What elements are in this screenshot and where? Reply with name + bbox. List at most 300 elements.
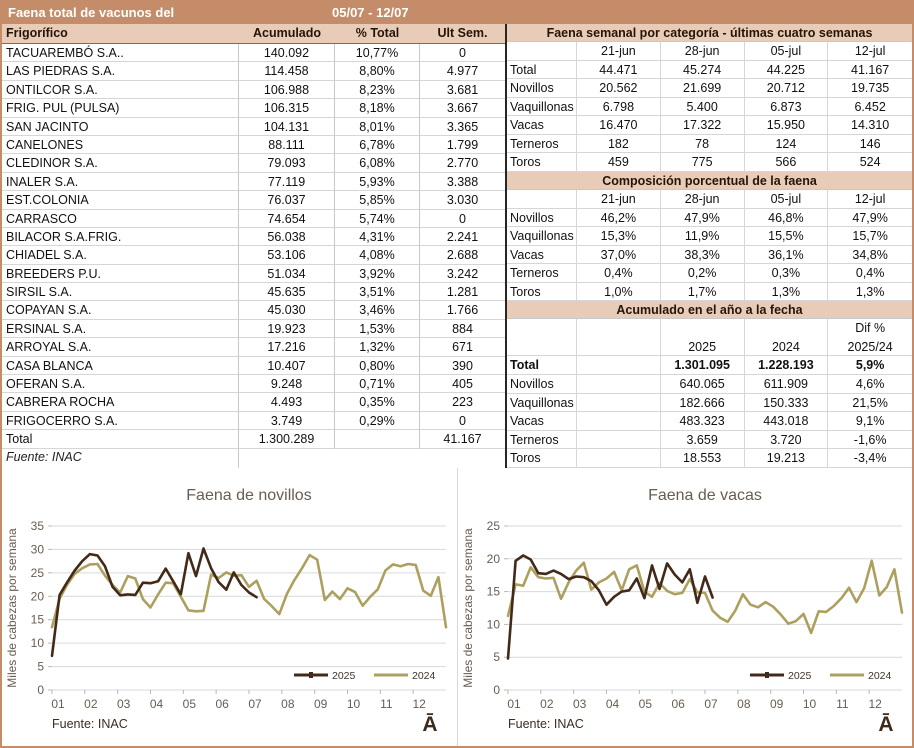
x-tick-label: 12 [412, 697, 426, 711]
table-row [2, 99, 505, 117]
table-row [507, 190, 912, 209]
table-row [2, 320, 505, 338]
table-row [2, 44, 505, 62]
table-cell[interactable]: 4,6% [828, 375, 912, 394]
x-tick-label: 12 [868, 697, 882, 711]
table-cell[interactable]: 5,74% [335, 210, 420, 228]
table-row [2, 191, 505, 209]
table-cell[interactable]: 443.018 [745, 412, 829, 431]
table-cell[interactable]: 0,2% [661, 264, 745, 283]
table-row [507, 61, 912, 80]
table-cell[interactable]: COPAYAN S.A. [2, 301, 239, 319]
table-cell[interactable]: 1.799 [420, 136, 505, 154]
table-cell[interactable]: 14.310 [828, 116, 912, 135]
table-cell[interactable]: 2.688 [420, 246, 505, 264]
x-tick-label: 02 [540, 697, 554, 711]
table-cell[interactable]: 1,7% [661, 283, 745, 302]
table-cell[interactable]: 1,53% [335, 320, 420, 338]
table-cell[interactable]: TACUAREMBÓ S.A.. [2, 44, 239, 62]
table-cell[interactable] [577, 449, 661, 468]
table-cell[interactable] [507, 319, 577, 338]
table-row [507, 412, 912, 431]
slaughterhouse-table-body [2, 44, 505, 468]
table-cell[interactable]: 44.471 [577, 61, 661, 80]
x-tick-label: 05 [182, 697, 197, 711]
table-cell[interactable]: LAS PIEDRAS S.A. [2, 62, 239, 80]
table-cell[interactable]: 1,3% [828, 283, 912, 302]
table-cell[interactable]: 46,2% [577, 209, 661, 228]
table-cell[interactable]: 182 [577, 135, 661, 154]
x-tick-label: 07 [248, 697, 262, 711]
table-cell[interactable]: 5,93% [335, 173, 420, 191]
x-tick-label: 02 [84, 697, 98, 711]
table-row [2, 136, 505, 154]
table-cell[interactable]: 182.666 [661, 394, 745, 413]
chart-svg [2, 468, 457, 746]
table-cell[interactable]: 12-jul [828, 190, 912, 209]
table-cell[interactable]: CANELONES [2, 136, 239, 154]
table-cell[interactable]: Novillos [507, 209, 577, 228]
table-cell[interactable]: 1,3% [745, 283, 829, 302]
total-row [2, 430, 505, 448]
table-cell[interactable] [745, 319, 829, 338]
table-cell[interactable]: 5,9% [828, 356, 912, 375]
table-cell[interactable]: 6.798 [577, 98, 661, 117]
chart-title: Faena de vacas [648, 487, 762, 504]
chart-novillos [2, 468, 457, 746]
table-cell[interactable]: FRIGOCERRO S.A. [2, 412, 239, 430]
table-row [2, 62, 505, 80]
x-tick-label: 08 [737, 697, 751, 711]
x-tick-label: 10 [346, 697, 361, 711]
table-cell[interactable]: 3,51% [335, 283, 420, 301]
column-header[interactable]: Acumulado [252, 26, 322, 40]
table-cell[interactable]: Novillos [507, 79, 577, 98]
table-cell[interactable]: Vacas [507, 116, 577, 135]
x-tick-label: 05 [638, 697, 653, 711]
table-cell[interactable] [507, 338, 577, 357]
table-cell[interactable]: 4.493 [239, 393, 335, 411]
table-cell[interactable]: 2.241 [420, 228, 505, 246]
table-row [507, 264, 912, 283]
y-tick-label: 0 [493, 683, 500, 697]
table-cell[interactable]: 3.681 [420, 81, 505, 99]
y-axis-label: Miles de cabezas por semana [461, 528, 475, 688]
table-cell[interactable]: 77.119 [239, 173, 335, 191]
table-cell[interactable]: 0,4% [828, 264, 912, 283]
table-cell[interactable]: 6.873 [745, 98, 829, 117]
table-cell[interactable]: 1.300.289 [239, 430, 335, 448]
table-cell[interactable]: 19.923 [239, 320, 335, 338]
table-cell[interactable]: CASA BLANCA [2, 357, 239, 375]
table-cell[interactable]: Vacas [507, 246, 577, 265]
table-row [2, 210, 505, 228]
column-header[interactable]: Frigorífico [6, 26, 68, 40]
table-cell[interactable]: 12-jul [828, 42, 912, 61]
table-cell[interactable]: 05-jul [745, 42, 829, 61]
legend-label: 2025 [332, 670, 356, 682]
table-cell[interactable]: -3,4% [828, 449, 912, 468]
table-cell[interactable]: 4.977 [420, 62, 505, 80]
table-cell[interactable]: 20.562 [577, 79, 661, 98]
table-cell[interactable]: 47,9% [661, 209, 745, 228]
table-cell[interactable]: Vaquillonas [507, 227, 577, 246]
table-row [2, 375, 505, 393]
table-cell[interactable]: 0 [420, 44, 505, 62]
series-line-2025 [508, 556, 713, 659]
table-cell[interactable]: 1,0% [577, 283, 661, 302]
table-cell[interactable]: 640.065 [661, 375, 745, 394]
table-cell[interactable]: 5.400 [661, 98, 745, 117]
table-row [2, 228, 505, 246]
table-cell[interactable]: 4,08% [335, 246, 420, 264]
table-cell[interactable] [507, 42, 577, 61]
table-cell[interactable]: Vaquillonas [507, 394, 577, 413]
table-cell[interactable]: SAN JACINTO [2, 118, 239, 136]
table-cell[interactable]: 0,3% [745, 264, 829, 283]
table-cell[interactable]: CABRERA ROCHA [2, 393, 239, 411]
logo-glyph: Ā [878, 713, 894, 736]
table-cell[interactable]: 15,7% [828, 227, 912, 246]
table-row [2, 357, 505, 375]
table-cell[interactable]: 3.030 [420, 191, 505, 209]
table-cell[interactable]: 18.553 [661, 449, 745, 468]
x-tick-label: 07 [704, 697, 718, 711]
table-cell[interactable]: -1,6% [828, 431, 912, 450]
table-cell[interactable]: 8,18% [335, 99, 420, 117]
table-cell[interactable]: 1.301.095 [661, 356, 745, 375]
table-cell[interactable]: 9.248 [239, 375, 335, 393]
table-cell[interactable]: 21,5% [828, 394, 912, 413]
table-cell[interactable]: Total [507, 356, 577, 375]
table-cell[interactable]: 76.037 [239, 191, 335, 209]
table-cell[interactable]: 2.770 [420, 154, 505, 172]
slaughterhouse-table [2, 24, 505, 468]
table-cell[interactable]: 4,31% [335, 228, 420, 246]
y-tick-label: 20 [486, 551, 500, 566]
table-cell[interactable]: ONTILCOR S.A. [2, 81, 239, 99]
table-cell[interactable]: 3.365 [420, 118, 505, 136]
table-cell[interactable]: 566 [745, 153, 829, 172]
table-cell[interactable]: 0,80% [335, 357, 420, 375]
table-cell[interactable]: 19.735 [828, 79, 912, 98]
table-cell[interactable]: 8,80% [335, 62, 420, 80]
table-cell[interactable]: FRIG. PUL (PULSA) [2, 99, 239, 117]
table-cell[interactable]: 1.766 [420, 301, 505, 319]
table-cell[interactable]: 3.388 [420, 173, 505, 191]
table-cell[interactable]: 106.315 [239, 99, 335, 117]
legend-marker [765, 672, 769, 678]
table-cell[interactable]: Vacas [507, 412, 577, 431]
table-cell[interactable]: 3.667 [420, 99, 505, 117]
table-row [507, 209, 912, 228]
table-row [2, 338, 505, 356]
table-cell[interactable]: 390 [420, 357, 505, 375]
table-cell[interactable]: 3.720 [745, 431, 829, 450]
y-tick-label: 10 [30, 636, 44, 651]
table-cell[interactable] [661, 319, 745, 338]
table-cell[interactable]: 2025 [661, 338, 745, 357]
table-row [507, 431, 912, 450]
table-row [2, 301, 505, 319]
table-cell[interactable]: OFERAN S.A. [2, 375, 239, 393]
table-cell[interactable]: 45.274 [661, 61, 745, 80]
table-row [507, 246, 912, 265]
table-cell[interactable]: 2025/24 [828, 338, 912, 357]
table-cell[interactable]: 45.030 [239, 301, 335, 319]
table-cell[interactable]: 36,1% [745, 246, 829, 265]
table-cell[interactable]: 53.106 [239, 246, 335, 264]
x-tick-label: 09 [313, 697, 328, 711]
y-tick-label: 0 [37, 683, 44, 697]
table-cell[interactable]: 5,85% [335, 191, 420, 209]
chart-title: Faena de novillos [186, 487, 312, 504]
chart-vacas [457, 468, 912, 746]
table-cell[interactable]: 0 [420, 210, 505, 228]
table-cell[interactable]: 8,01% [335, 118, 420, 136]
table-cell[interactable] [577, 412, 661, 431]
legend-label: 2024 [412, 670, 436, 682]
table-row [507, 375, 912, 394]
y-tick-label: 15 [486, 584, 500, 599]
column-header[interactable]: Ult Sem. [437, 26, 488, 40]
table-cell[interactable]: 8,23% [335, 81, 420, 99]
table-cell[interactable]: 6,78% [335, 136, 420, 154]
table-cell[interactable]: 88.111 [239, 136, 335, 154]
x-tick-label: 11 [380, 697, 393, 711]
y-tick-label: 30 [30, 542, 44, 557]
table-cell[interactable] [577, 394, 661, 413]
table-cell[interactable]: EST.COLONIA [2, 191, 239, 209]
table-cell[interactable]: 611.909 [745, 375, 829, 394]
table-cell[interactable]: Total [507, 61, 577, 80]
section-title: Acumulado en el año a la fecha [507, 301, 912, 319]
x-tick-label: 03 [572, 697, 587, 711]
table-cell[interactable]: 775 [661, 153, 745, 172]
x-tick-label: 10 [802, 697, 817, 711]
y-tick-label: 5 [37, 659, 44, 674]
table-cell[interactable]: 671 [420, 338, 505, 356]
table-cell[interactable]: 21-jun [577, 42, 661, 61]
legend-marker [309, 672, 313, 678]
table-cell[interactable]: 2024 [745, 338, 829, 357]
table-cell[interactable]: 41.167 [420, 430, 505, 448]
table-cell[interactable]: 21.699 [661, 79, 745, 98]
table-cell[interactable]: 9,1% [828, 412, 912, 431]
x-tick-label: 03 [116, 697, 131, 711]
section-title: Composición porcentual de la faena [507, 172, 912, 190]
table-cell[interactable]: 6.452 [828, 98, 912, 117]
table-cell[interactable]: 150.333 [745, 394, 829, 413]
table-cell[interactable]: 56.038 [239, 228, 335, 246]
table-cell[interactable]: 34,8% [828, 246, 912, 265]
table-cell[interactable]: 1.228.193 [745, 356, 829, 375]
x-tick-label: 11 [836, 697, 849, 711]
table-row [507, 449, 912, 468]
x-tick-label: 09 [769, 697, 784, 711]
chart-source: Fuente: INAC [52, 717, 128, 731]
table-row [507, 42, 912, 61]
y-tick-label: 25 [30, 565, 44, 580]
table-cell[interactable]: 28-jun [661, 42, 745, 61]
table-cell[interactable] [335, 430, 420, 448]
table-cell[interactable]: Toros [507, 449, 577, 468]
table-cell[interactable]: 1,32% [335, 338, 420, 356]
table-row [2, 81, 505, 99]
table-cell[interactable]: 884 [420, 320, 505, 338]
table-cell[interactable] [577, 319, 661, 338]
table-row [2, 173, 505, 191]
x-tick-label: 01 [507, 697, 521, 711]
y-tick-label: 20 [30, 589, 44, 604]
table-cell[interactable]: 21-jun [577, 190, 661, 209]
table-cell[interactable]: 17.322 [661, 116, 745, 135]
table-cell[interactable]: 20.712 [745, 79, 829, 98]
table-cell[interactable]: Toros [507, 153, 577, 172]
x-tick-label: 01 [51, 697, 65, 711]
table-cell[interactable]: 405 [420, 375, 505, 393]
table-cell[interactable]: 17.216 [239, 338, 335, 356]
y-tick-label: 25 [486, 519, 500, 533]
table-row [507, 283, 912, 302]
table-cell[interactable]: 3.659 [661, 431, 745, 450]
x-tick-label: 04 [605, 697, 620, 711]
table-cell[interactable]: 223 [420, 393, 505, 411]
table-cell[interactable]: 3.749 [239, 412, 335, 430]
table-cell[interactable]: Terneros [507, 431, 577, 450]
table-cell[interactable]: SIRSIL S.A. [2, 283, 239, 301]
table-cell[interactable]: 79.093 [239, 154, 335, 172]
table-cell[interactable]: 124 [745, 135, 829, 154]
table-cell[interactable]: 3,46% [335, 301, 420, 319]
table-cell[interactable]: 74.654 [239, 210, 335, 228]
table-row [507, 116, 912, 135]
report-title-band [2, 2, 912, 24]
table-cell[interactable]: 106.988 [239, 81, 335, 99]
table-cell[interactable]: 10.407 [239, 357, 335, 375]
table-row [507, 98, 912, 117]
table-cell[interactable]: ERSINAL S.A. [2, 320, 239, 338]
table-row [2, 246, 505, 264]
table-cell[interactable]: 38,3% [661, 246, 745, 265]
charts-area [2, 468, 912, 746]
table-cell[interactable]: 44.225 [745, 61, 829, 80]
table-row [507, 153, 912, 172]
section-title: Faena semanal por categoría - últimas cuatro semanas [507, 24, 912, 42]
table-row [2, 283, 505, 301]
table-cell[interactable]: BREEDERS P.U. [2, 265, 239, 283]
table-cell[interactable]: 524 [828, 153, 912, 172]
table-cell[interactable]: ARROYAL S.A. [2, 338, 239, 356]
table-cell[interactable]: 28-jun [661, 190, 745, 209]
table-cell[interactable]: 459 [577, 153, 661, 172]
table-cell[interactable]: 6,08% [335, 154, 420, 172]
x-tick-label: 04 [149, 697, 164, 711]
table-cell[interactable]: 78 [661, 135, 745, 154]
table-cell[interactable]: 104.131 [239, 118, 335, 136]
table-cell[interactable] [577, 356, 661, 375]
x-tick-label: 06 [215, 697, 229, 711]
table-cell[interactable]: 0,35% [335, 393, 420, 411]
column-header[interactable]: % Total [355, 26, 400, 40]
table-cell[interactable]: 0,71% [335, 375, 420, 393]
y-tick-label: 15 [30, 612, 44, 627]
table-cell[interactable] [507, 190, 577, 209]
table-row [507, 338, 912, 357]
table-cell[interactable]: 3,92% [335, 265, 420, 283]
table-cell[interactable] [577, 338, 661, 357]
table-cell[interactable]: 146 [828, 135, 912, 154]
table-row [507, 79, 912, 98]
table-cell[interactable]: 15,5% [745, 227, 829, 246]
table-cell[interactable]: 15,3% [577, 227, 661, 246]
logo-glyph: Ā [422, 713, 438, 736]
x-tick-label: 08 [281, 697, 295, 711]
table-cell[interactable]: 10,77% [335, 44, 420, 62]
table-cell[interactable]: Toros [507, 283, 577, 302]
table-row [2, 265, 505, 283]
table-cell[interactable]: Terneros [507, 264, 577, 283]
slaughterhouse-table-header [2, 24, 505, 44]
table-cell[interactable]: 11,9% [661, 227, 745, 246]
table-cell[interactable] [577, 375, 661, 394]
table-cell[interactable]: 41.167 [828, 61, 912, 80]
y-tick-label: 10 [486, 617, 500, 632]
table-cell[interactable]: 51.034 [239, 265, 335, 283]
x-tick-label: 06 [671, 697, 685, 711]
table-cell[interactable]: 1.281 [420, 283, 505, 301]
table-cell[interactable]: CLEDINOR S.A. [2, 154, 239, 172]
table-cell[interactable]: Dif % [855, 321, 886, 336]
table-cell[interactable]: 0,4% [577, 264, 661, 283]
table-cell[interactable]: Terneros [507, 135, 577, 154]
table-cell[interactable]: CARRASCO [2, 210, 239, 228]
legend-label: 2024 [868, 670, 892, 682]
chart-svg [458, 468, 913, 746]
table-cell[interactable]: Total [2, 430, 239, 448]
table-row [507, 394, 912, 413]
table-row [507, 227, 912, 246]
report-title: Faena total de vacunos del [8, 5, 175, 20]
table-cell[interactable]: 46,8% [745, 209, 829, 228]
table-cell[interactable]: 3.242 [420, 265, 505, 283]
table-cell[interactable]: Novillos [507, 375, 577, 394]
table-cell[interactable]: 47,9% [828, 209, 912, 228]
table-row [2, 118, 505, 136]
table-cell[interactable]: BILACOR S.A.FRIG. [2, 228, 239, 246]
table-cell[interactable]: 16.470 [577, 116, 661, 135]
table-row [2, 154, 505, 172]
table-cell[interactable]: 37,0% [577, 246, 661, 265]
table-cell[interactable]: 05-jul [745, 190, 829, 209]
category-panel [507, 24, 912, 468]
table-cell[interactable]: 140.092 [239, 44, 335, 62]
table-row [507, 319, 912, 338]
table-row [2, 393, 505, 411]
table-cell[interactable]: 15.950 [745, 116, 829, 135]
table-cell[interactable]: 45.635 [239, 283, 335, 301]
table-cell[interactable]: 19.213 [745, 449, 829, 468]
table-cell[interactable]: Vaquillonas [507, 98, 577, 117]
table-cell[interactable]: 114.458 [239, 62, 335, 80]
table-cell[interactable]: 0 [420, 412, 505, 430]
table-cell[interactable]: 483.323 [661, 412, 745, 431]
table-cell[interactable] [577, 431, 661, 450]
table-row [507, 135, 912, 154]
table-cell[interactable]: CHIADEL S.A. [2, 246, 239, 264]
table-cell[interactable]: INALER S.A. [2, 173, 239, 191]
table-cell[interactable]: 0,29% [335, 412, 420, 430]
